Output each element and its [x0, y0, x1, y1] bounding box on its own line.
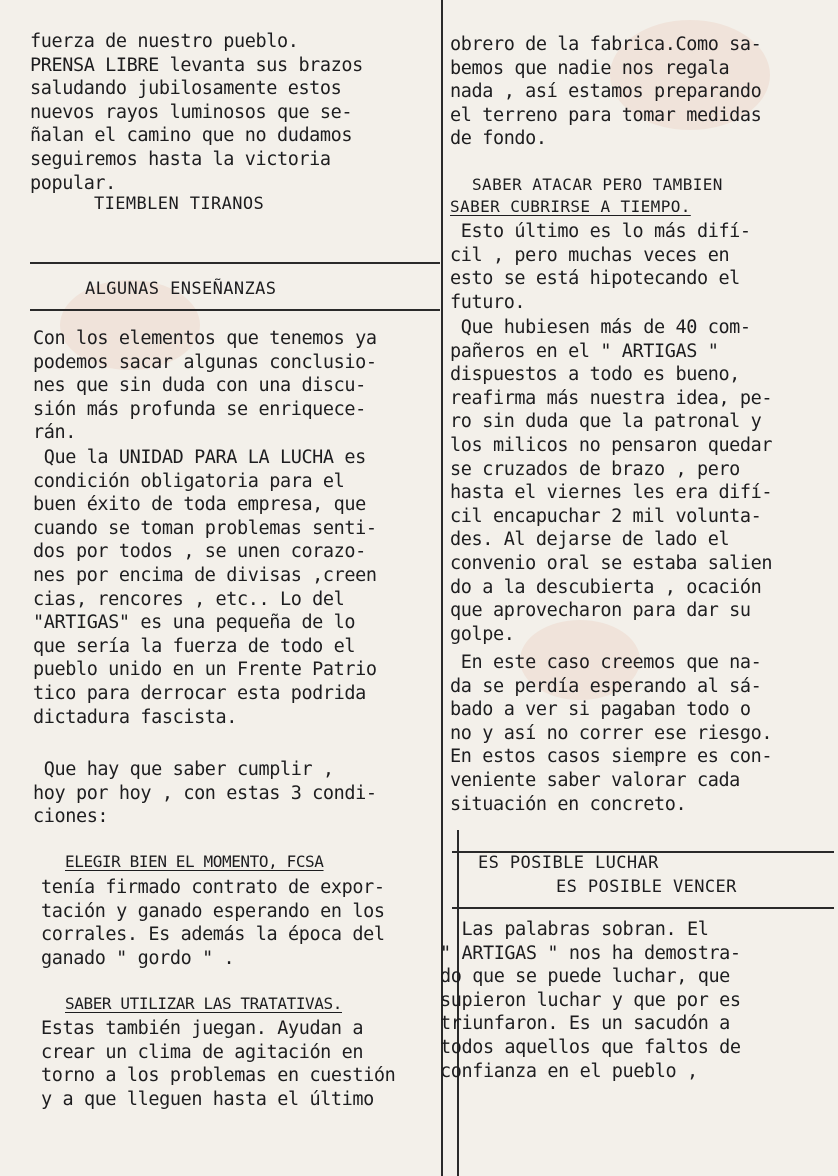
right-paragraph-palabras: Las palabras sobran. El " ARTIGAS " nos ha demostra- do que se puede luchar, que supieron luchar y que por es triunfaron. Es un sacudón a todos aquellos que faltos de confianza en el pueblo , — [440, 919, 741, 1082]
left-intro-paragraph: fuerza de nuestro pueblo. PRENSA LIBRE levanta sus brazos saludando jubilosamente estos nuevos rayos luminosos que se- ñalan el camino que no dudamos seguiremos hasta la victoria popular. — [30, 31, 363, 194]
section-rule — [30, 262, 440, 264]
condition-2-title: SABER UTILIZAR LAS TRATATIVAS. — [65, 994, 342, 1013]
slogan-tiemblen-tiranos: TIEMBLEN TIRANOS — [94, 194, 265, 214]
condition-1-text: tenía firmado contrato de expor- tación y ganado esperando en los corrales. Es además la época del ganado " gordo " . — [41, 877, 385, 969]
right-paragraph-artigas: Que hubiesen más de 40 com- pañeros en el " ARTIGAS " dispuestos a todo es bueno, reafirma más nuestra idea, pe- ro sin duda que la patronal y los milicos no pensaron quedar se cruzados de brazo , pero hasta el viernes les era difí- cil encapuchar 2 mil volunta- des. Al dejarse de lado el convenio oral se estaba salien do a la descubierta , ocación que aprovecharon para dar su golpe. — [450, 317, 773, 645]
left-paragraph-condiciones: Que hay que saber cumplir , hoy por hoy , con estas 3 condi- ciones: — [33, 759, 377, 828]
right-intro-paragraph: obrero de la fabrica.Como sa- bemos que nadie nos regala nada , así estamos preparando el terreno para tomar medidas de fondo. — [450, 34, 762, 150]
condition-3-title-line-2: SABER CUBRIRSE A TIEMPO. — [450, 197, 691, 216]
section-title-es-posible-luchar: ES POSIBLE LUCHAR — [478, 853, 659, 873]
section-title-algunas-ensenanzas: ALGUNAS ENSEÑANZAS — [85, 279, 277, 299]
section-rule — [30, 309, 440, 311]
left-paragraph-conclusions: Con los elementos que tenemos ya podemos sacar algunas conclusio- nes que sin duda con una discu- sión más profunda se enriquece- rán. — [33, 328, 377, 444]
condition-3-title-line-1: SABER ATACAR PERO TAMBIEN — [472, 175, 723, 194]
condition-1-title: ELEGIR BIEN EL MOMENTO, FCSA — [65, 852, 324, 871]
section-title-es-posible-vencer: ES POSIBLE VENCER — [556, 877, 737, 897]
left-paragraph-unidad: Que la UNIDAD PARA LA LUCHA es condición obligatoria para el buen éxito de toda empresa, que cuando se toman problemas senti- dos por todos , se unen corazo- nes por encima de divisas ,creen cias, rencores , etc.. Lo del "ARTIGAS" es una pequeña de lo que sería la fuerza de todo el pueblo unido en un Frente Patrio tico para derrocar esta podrida dictadura fascista. — [33, 447, 377, 728]
right-paragraph-dificil: Esto último es lo más difí- cil , pero muchas veces en esto se está hipotecando el futuro. — [450, 221, 751, 313]
section-rule — [452, 907, 834, 909]
condition-2-text: Estas también juegan. Ayudan a crear un clima de agitación en torno a los problemas en cuestión y a que lleguen hasta el último — [41, 1018, 396, 1110]
right-paragraph-este-caso: En este caso creemos que na- da se perdía esperando al sá- bado a ver si pagaban todo o no y así no correr ese riesgo. En estos casos siempre es con- veniente saber valorar cada situación en concreto. — [450, 652, 773, 815]
